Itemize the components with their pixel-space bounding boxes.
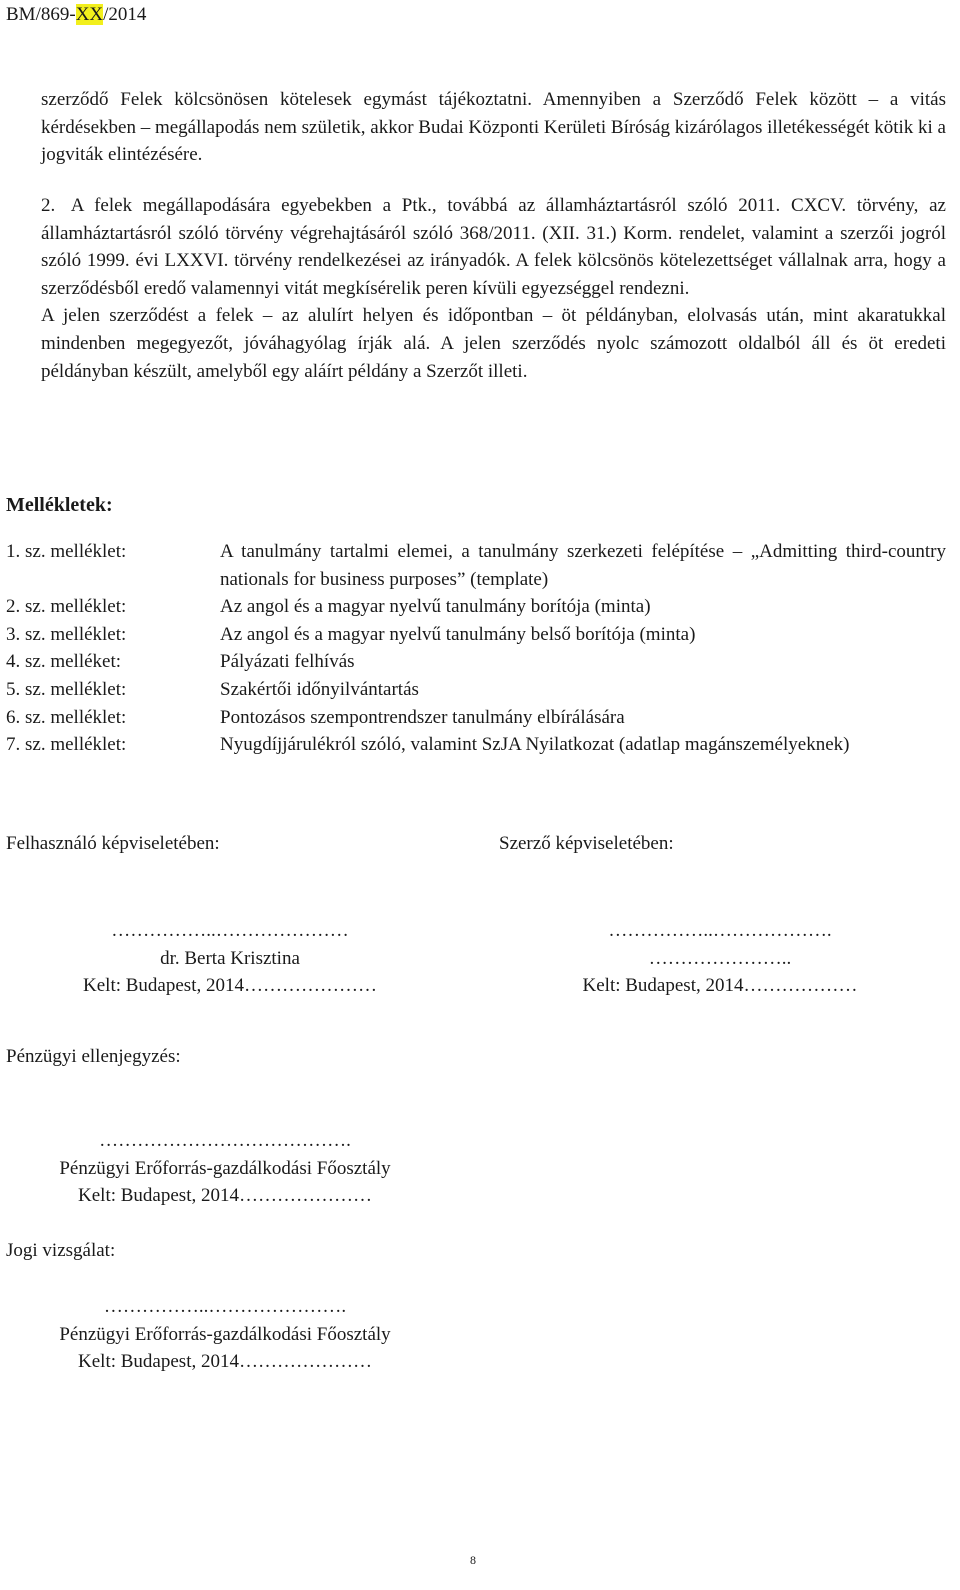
- annex-label: 6. sz. melléklet:: [6, 706, 127, 728]
- annex-title: Pontozásos szempontrendszer tanulmány elbírálására: [220, 706, 625, 728]
- annex-title: Nyugdíjjárulékról szóló, valamint SzJA Nyilatkozat (adatlap magánszemélyeknek): [220, 734, 850, 756]
- paragraph-governing-law: [41, 192, 946, 385]
- annex-item: [6, 593, 946, 621]
- annex-title: A tanulmány tartalmi elemei, a tanulmány szerkezeti felépítése – „Admitting third-country nationals for business purposes” (template): [220, 541, 946, 590]
- annex-item: [6, 648, 946, 676]
- annex-item: [6, 731, 946, 759]
- annexes-heading: Mellékletek:: [6, 494, 113, 516]
- annex-label: 4. sz. melléket:: [6, 651, 122, 673]
- signatory-name: Pénzügyi Erőforrás-gazdálkodási Főosztály: [59, 1157, 391, 1179]
- page-number: 8: [470, 1553, 476, 1567]
- document-reference: [6, 4, 146, 26]
- annex-label: 5. sz. melléklet:: [6, 678, 127, 700]
- signature-date: Kelt: Budapest, 2014…………………: [78, 1185, 372, 1207]
- annex-item: [6, 704, 946, 732]
- annex-title: Pályázati felhívás: [220, 651, 355, 673]
- annex-list: [6, 538, 946, 759]
- signature-line: ……………..…………………: [111, 920, 349, 941]
- annex-label: 2. sz. melléklet:: [6, 596, 127, 618]
- annex-item: [6, 676, 946, 704]
- annex-item: [6, 621, 946, 649]
- signatory-name: …………………..: [648, 947, 792, 969]
- user-signature-block: [20, 917, 440, 1000]
- annex-title: Az angol és a magyar nyelvű tanulmány borítója (minta): [220, 596, 651, 618]
- financial-countersign-label: Pénzügyi ellenjegyzés:: [6, 1046, 181, 1067]
- annex-label: 3. sz. melléklet:: [6, 623, 127, 645]
- annex-label: 7. sz. melléklet:: [6, 734, 127, 756]
- reference-prefix: BM/869-: [6, 4, 76, 25]
- annex-label: 1. sz. melléklet:: [6, 541, 127, 562]
- paragraph-dispute-resolution: szerződő Felek kölcsönösen kötelesek egymást tájékoztatni. Amennyiben a Szerződő Felek között – a vitás kérdésekben – megállapodás nem születik, akkor Budai Központi Kerületi Bíróság kizárólagos illetékességét kötik ki a jogviták elintézésére.: [41, 89, 946, 166]
- legal-review-label: Jogi vizsgálat:: [6, 1240, 116, 1261]
- signatory-name: dr. Berta Krisztina: [160, 947, 300, 969]
- annex-title: Az angol és a magyar nyelvű tanulmány belső borítója (minta): [220, 623, 696, 645]
- paragraph-signing-clause: A jelen szerződést a felek – az alulírt helyen és időpontban – öt példányban, elolvasás után, mint akaratukkal mindenben megegyezőt, jóváhagyólag írják alá. A jelen szerződés nyolc számozott oldalból áll és öt eredeti példányban készült, amelyből egy aláírt példány a Szerzőt illeti.: [41, 305, 946, 382]
- author-signature-block: [510, 917, 930, 1000]
- annex-item: [6, 538, 946, 593]
- reference-suffix: /2014: [103, 4, 147, 25]
- paragraph-number: 2.: [41, 195, 56, 216]
- author-representative-label: Szerző képviseletében:: [499, 833, 674, 854]
- user-representative-label: Felhasználó képviseletében:: [6, 833, 220, 854]
- reference-highlighted-placeholder: XX: [75, 4, 104, 25]
- annex-title: Szakértői időnyilvántartás: [220, 678, 419, 700]
- signature-line: ……………..………………….: [103, 1296, 347, 1317]
- signature-date: Kelt: Budapest, 2014………………: [582, 975, 858, 997]
- signatory-name: Pénzügyi Erőforrás-gazdálkodási Főosztály: [59, 1323, 391, 1345]
- financial-signature-block: [0, 1127, 450, 1210]
- signature-date: Kelt: Budapest, 2014…………………: [83, 975, 377, 997]
- signature-line: ………………………………….: [99, 1130, 351, 1151]
- legal-signature-block: [0, 1293, 450, 1376]
- signature-line: ……………..……………….: [608, 920, 832, 941]
- paragraph-governing-law-text: A felek megállapodására egyebekben a Ptk., továbbá az államháztartásról szóló 2011. CXCV. törvény, az államháztartásról szóló törvény végrehajtásáról szóló 368/2011. (XII. 31.) Korm. rendelet, valamint a szerzői jogról szóló 1999. évi LXXVI. törvény rendelkezései az irányadók. A felek kölcsönös kötelezettséget vállalnak arra, hogy a szerződésből eredő valamennyi vitát megkísérelik peren kívüli egyezséggel rendezni.: [41, 195, 946, 299]
- signature-date: Kelt: Budapest, 2014…………………: [78, 1351, 372, 1373]
